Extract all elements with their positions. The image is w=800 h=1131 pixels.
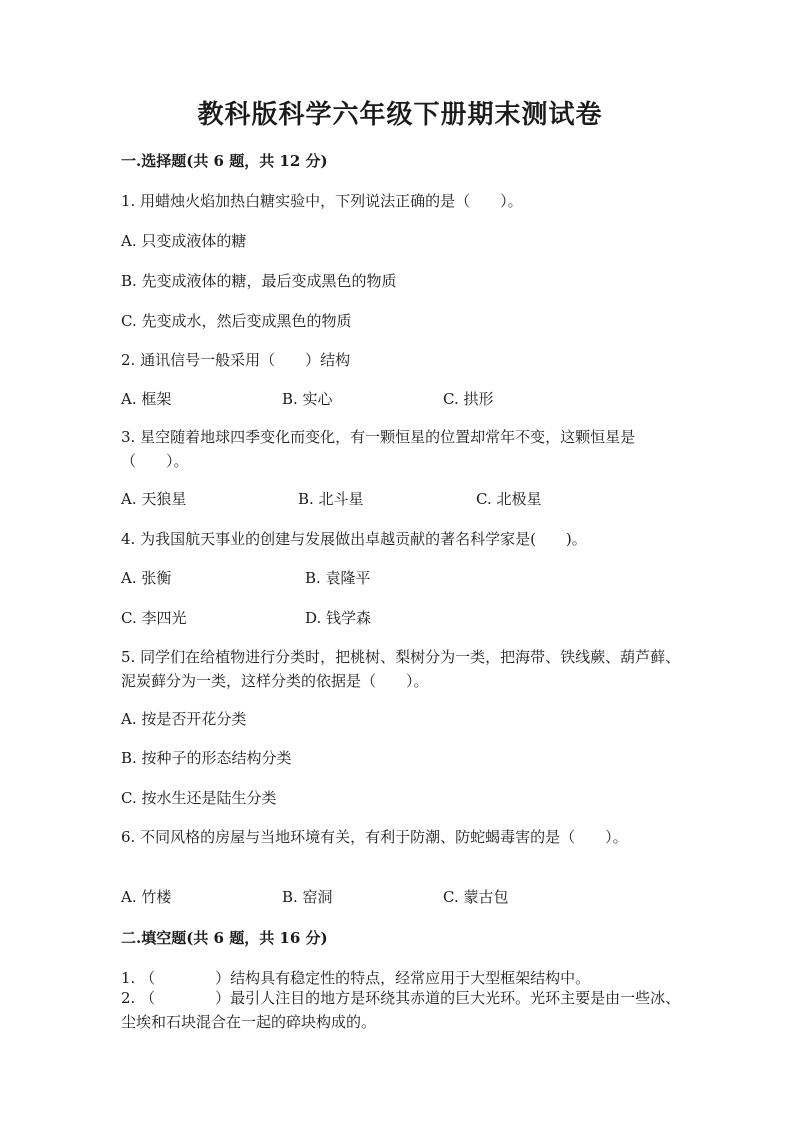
page-title: 教科版科学六年级下册期末测试卷 — [197, 100, 603, 130]
question-3-stem: 3. 星空随着地球四季变化而变化，有一颗恒星的位置却常年不变，这颗恒星是（ ）。 — [121, 428, 636, 470]
section-heading-choice: 一.选择题(共 6 题，共 12 分) — [121, 152, 328, 170]
question-4-option-b: B. 袁隆平 — [305, 569, 371, 587]
question-6-option-b: B. 窑洞 — [282, 888, 333, 906]
question-1-option-b: B. 先变成液体的糖，最后变成黑色的物质 — [121, 272, 397, 290]
fill-question-1: 1. （ ）结构具有稳定性的特点，经常应用于大型框架结构中。 — [121, 969, 591, 987]
question-1-option-c: C. 先变成水，然后变成黑色的物质 — [121, 312, 352, 330]
question-2-option-b: B. 实心 — [282, 390, 333, 408]
question-4-stem: 4. 为我国航天事业的创建与发展做出卓越贡献的著名科学家是( )。 — [121, 530, 587, 548]
section-heading-fill: 二.填空题(共 6 题，共 16 分) — [121, 929, 328, 947]
question-5-stem: 5. 同学们在给植物进行分类时，把桃树、梨树分为一类，把海带、铁线蕨、葫芦藓、泥炭藓分为一类，这样分类的依据是（ ）。 — [121, 648, 681, 690]
question-3-option-b: B. 北斗星 — [298, 490, 364, 508]
question-4-option-d: D. 钱学森 — [305, 609, 372, 627]
question-2-option-c: C. 拱形 — [443, 390, 494, 408]
question-5-option-b: B. 按种子的形态结构分类 — [121, 749, 292, 767]
question-3-option-a: A. 天狼星 — [121, 490, 187, 508]
question-6-stem: 6. 不同风格的房屋与当地环境有关，有利于防潮、防蛇蝎毒害的是（ ）。 — [121, 828, 628, 846]
question-6-option-c: C. 蒙古包 — [443, 888, 509, 906]
question-4-option-c: C. 李四光 — [121, 609, 187, 627]
fill-question-2: 2. （ ）最引人注目的地方是环绕其赤道的巨大光环。光环主要是由一些冰、尘埃和石块混合在一起的碎块构成的。 — [121, 989, 681, 1031]
question-1-stem: 1. 用蜡烛火焰加热白糖实验中，下列说法正确的是（ ）。 — [121, 192, 523, 210]
question-5-option-a: A. 按是否开花分类 — [121, 710, 247, 728]
question-3-option-c: C. 北极星 — [476, 490, 542, 508]
question-2-stem: 2. 通讯信号一般采用（ ）结构 — [121, 351, 351, 369]
question-1-option-a: A. 只变成液体的糖 — [121, 232, 247, 250]
question-2-option-a: A. 框架 — [121, 390, 172, 408]
question-6-option-a: A. 竹楼 — [121, 888, 172, 906]
question-5-option-c: C. 按水生还是陆生分类 — [121, 789, 277, 807]
question-4-option-a: A. 张衡 — [121, 569, 172, 587]
